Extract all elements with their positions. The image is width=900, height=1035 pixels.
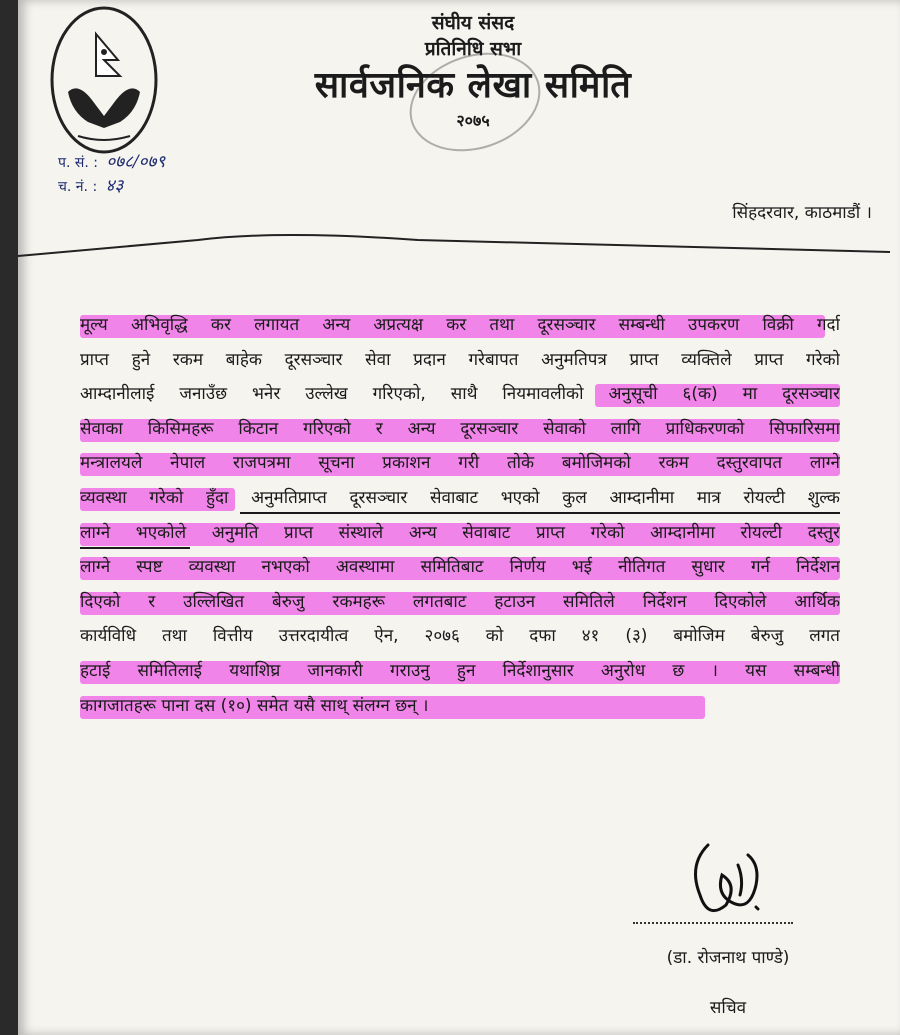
body-line: मन्त्रालयले नेपाल राजपत्रमा सूचना प्रकाशन गरी तोके बमोजिमको रकम दस्तुरवापत लाग्ने bbox=[80, 446, 840, 481]
signer-name: (डा. रोजनाथ पाण्डे) bbox=[666, 948, 790, 968]
letter-number-value: ०७८/०७९ bbox=[106, 152, 166, 172]
body-line: कार्यविधि तथा वित्तीय उत्तरदायीत्व ऐन, २०७६ को दफा ४१ (३) बमोजिम बेरुजु लगत bbox=[80, 626, 840, 647]
letter-body bbox=[80, 308, 840, 723]
header-committee-name: सार्वजनिक लेखा समिति bbox=[314, 65, 632, 106]
signature-line bbox=[633, 922, 793, 924]
body-line: हटाई समितिलाई यथाशिघ्र जानकारी गराउनु हुन निर्देशानुसार अनुरोध छ । यस सम्बन्धी bbox=[80, 654, 840, 689]
body-line: प्राप्त हुने रकम बाहेक दूरसञ्चार सेवा प्रदान गरेबापत अनुमतिपत्र प्राप्त व्यक्तिले प्राप्त गरेको bbox=[80, 349, 840, 370]
letter-page bbox=[18, 0, 900, 1035]
body-line: लाग्ने भएकोले अनुमति प्राप्त संस्थाले अन्य सेवाबाट प्राप्त गरेको आम्दानीमा रोयल्टी दस्तुर bbox=[80, 516, 840, 551]
body-line: दिएको र उल्लिखित बेरुजु रकमहरू लगतबाट हटाउन समितिले निर्देशन दिएकोले आर्थिक bbox=[80, 585, 840, 620]
dispatch-number-row bbox=[58, 174, 165, 198]
letter-number-label: प. सं. : bbox=[58, 155, 98, 171]
underline-mark bbox=[80, 547, 190, 549]
body-line: व्यवस्था गरेको हुँदा अनुमतिप्राप्त दूरसञ्चार सेवाबाट भएको कुल आम्दानीमा मात्र रोयल्टी शुल्क bbox=[80, 481, 840, 516]
body-line: कागजातहरू पाना दस (१०) समेत यसै साथ् संलग्न छन् । bbox=[80, 689, 840, 724]
body-line: सेवाका किसिमहरू किटान गरिएको र अन्य दूरसञ्चार सेवाको लागि प्राधिकरणको सिफारिसमा bbox=[80, 412, 840, 447]
handwritten-signature bbox=[678, 825, 778, 935]
office-location: सिंहदरवार, काठमाडौं । bbox=[732, 203, 872, 223]
header-divider bbox=[18, 200, 900, 260]
dispatch-number-label: च. नं. : bbox=[58, 179, 98, 195]
underline-mark bbox=[240, 512, 840, 514]
parliament-emblem-logo bbox=[48, 4, 160, 156]
header-year: २०७५ bbox=[456, 111, 490, 130]
body-line: लाग्ने स्पष्ट व्यवस्था नभएको अवस्थामा समितिबाट निर्णय भई नीतिगत सुधार गर्न निर्देशन bbox=[80, 550, 840, 585]
dispatch-number-value: ४३ bbox=[105, 176, 124, 196]
signer-designation: सचिव bbox=[709, 998, 747, 1018]
letter-number-row bbox=[58, 150, 165, 174]
reference-numbers bbox=[58, 150, 165, 198]
header-federal-parliament: संघीय संसद bbox=[431, 12, 515, 34]
header-house-of-representatives: प्रतिनिधि सभा bbox=[424, 38, 522, 60]
body-line: आम्दानीलाई जनाउँछ भनेर उल्लेख गरिएको, साथै नियमावलीको अनुसूची ६(क) मा दूरसञ्चार bbox=[80, 377, 840, 412]
body-line: मूल्य अभिवृद्धि कर लगायत अन्य अप्रत्यक्ष कर तथा दूरसञ्चार सम्बन्धी उपकरण विक्री गर्दा bbox=[80, 308, 840, 343]
